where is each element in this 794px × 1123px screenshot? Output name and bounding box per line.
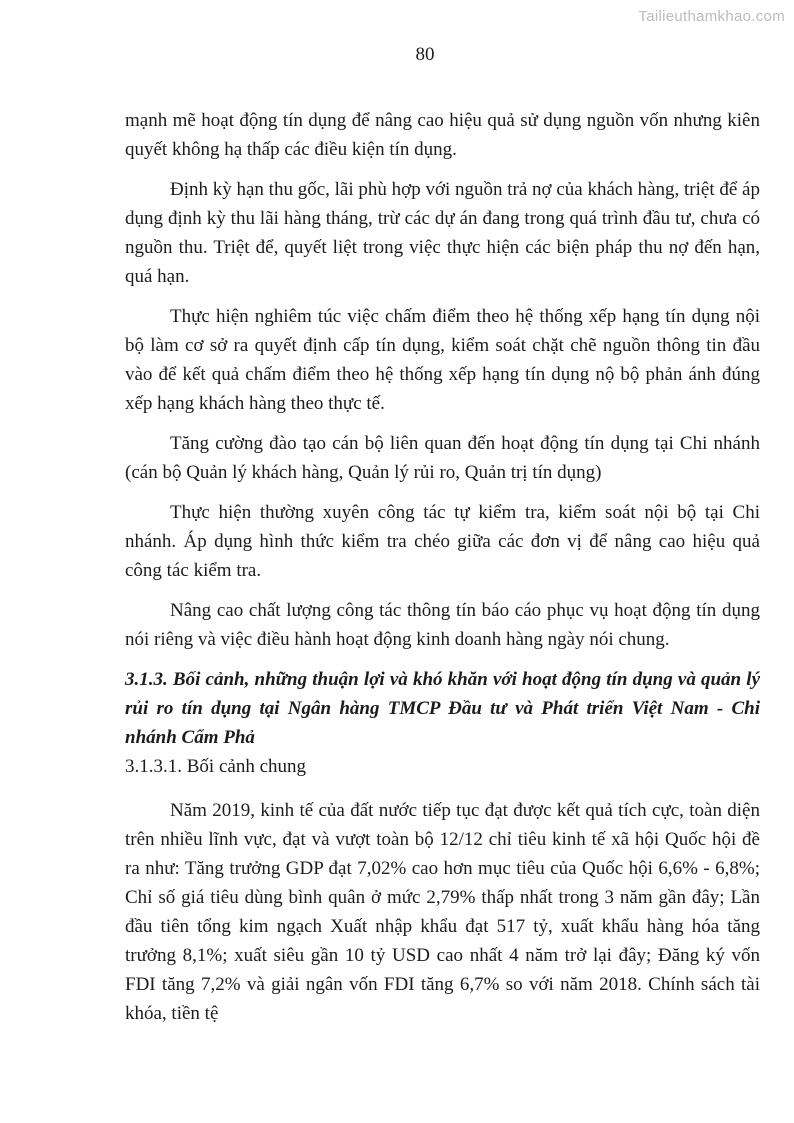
- paragraph-debt-collection: Định kỳ hạn thu gốc, lãi phù hợp với nguồn trả nợ của khách hàng, triệt để áp dụng định kỳ thu lãi hàng tháng, trừ các dự án đang trong quá trình đầu tư, chưa có nguồn thu. Triệt để, quyết liệt trong việc thực hiện các biện pháp thu nợ đến hạn, quá hạn.: [125, 179, 760, 287]
- paragraph-economy-2019: Năm 2019, kinh tế của đất nước tiếp tục đạt được kết quả tích cực, toàn diện trên nhiều lĩnh vực, đạt và vượt toàn bộ 12/12 chỉ tiêu kinh tế xã hội Quốc hội đề ra như: Tăng trưởng GDP đạt 7,02% cao hơn mục tiêu của Quốc hội 6,6% - 6,8%; Chỉ số giá tiêu dùng bình quân ở mức 2,79% thấp nhất trong 3 năm gần đây; Lần đầu tiên tổng kim ngạch Xuất nhập khẩu đạt 517 tỷ, xuất khẩu hàng hóa tăng trưởng 8,1%; xuất siêu gần 10 tỷ USD cao nhất 4 năm trở lại đây; Đăng ký vốn FDI tăng 7,2% và giải ngân vốn FDI tăng 6,7% so với năm 2018. Chính sách tài khóa, tiền tệ: [125, 800, 760, 1024]
- document-body: [125, 106, 760, 1028]
- paragraph-credit-scoring: Thực hiện nghiêm túc việc chấm điểm theo hệ thống xếp hạng tín dụng nội bộ làm cơ sở ra quyết định cấp tín dụng, kiểm soát chặt chẽ nguồn thông tin đầu vào để kết quả chấm điểm theo hệ thống xếp hạng tín dụng nộ bộ phản ánh đúng xếp hạng khách hàng theo thực tế.: [125, 306, 760, 414]
- section-heading-3-1-3: 3.1.3. Bối cảnh, những thuận lợi và khó khăn với hoạt động tín dụng và quản lý rủi ro tín dụng tại Ngân hàng TMCP Đầu tư và Phát triển Việt Nam - Chi nhánh Cẩm Phả: [125, 669, 760, 748]
- paragraph-continuation: mạnh mẽ hoạt động tín dụng để nâng cao hiệu quả sử dụng nguồn vốn nhưng kiên quyết không hạ thấp các điều kiện tín dụng.: [125, 110, 760, 160]
- paragraph-internal-audit: Thực hiện thường xuyên công tác tự kiểm tra, kiểm soát nội bộ tại Chi nhánh. Áp dụng hình thức kiểm tra chéo giữa các đơn vị để nâng cao hiệu quả công tác kiểm tra.: [125, 502, 760, 581]
- subsection-heading-3-1-3-1: 3.1.3.1. Bối cảnh chung: [125, 756, 307, 777]
- paragraph-staff-training: Tăng cường đào tạo cán bộ liên quan đến hoạt động tín dụng tại Chi nhánh (cán bộ Quản lý khách hàng, Quản lý rủi ro, Quản trị tín dụng): [125, 433, 760, 483]
- paragraph-reporting-quality: Nâng cao chất lượng công tác thông tín báo cáo phục vụ hoạt động tín dụng nói riêng và việc điều hành hoạt động kinh doanh hàng ngày nói chung.: [125, 600, 760, 650]
- watermark: Tailieuthamkhao.com: [638, 8, 785, 25]
- page-number: 80: [415, 44, 435, 65]
